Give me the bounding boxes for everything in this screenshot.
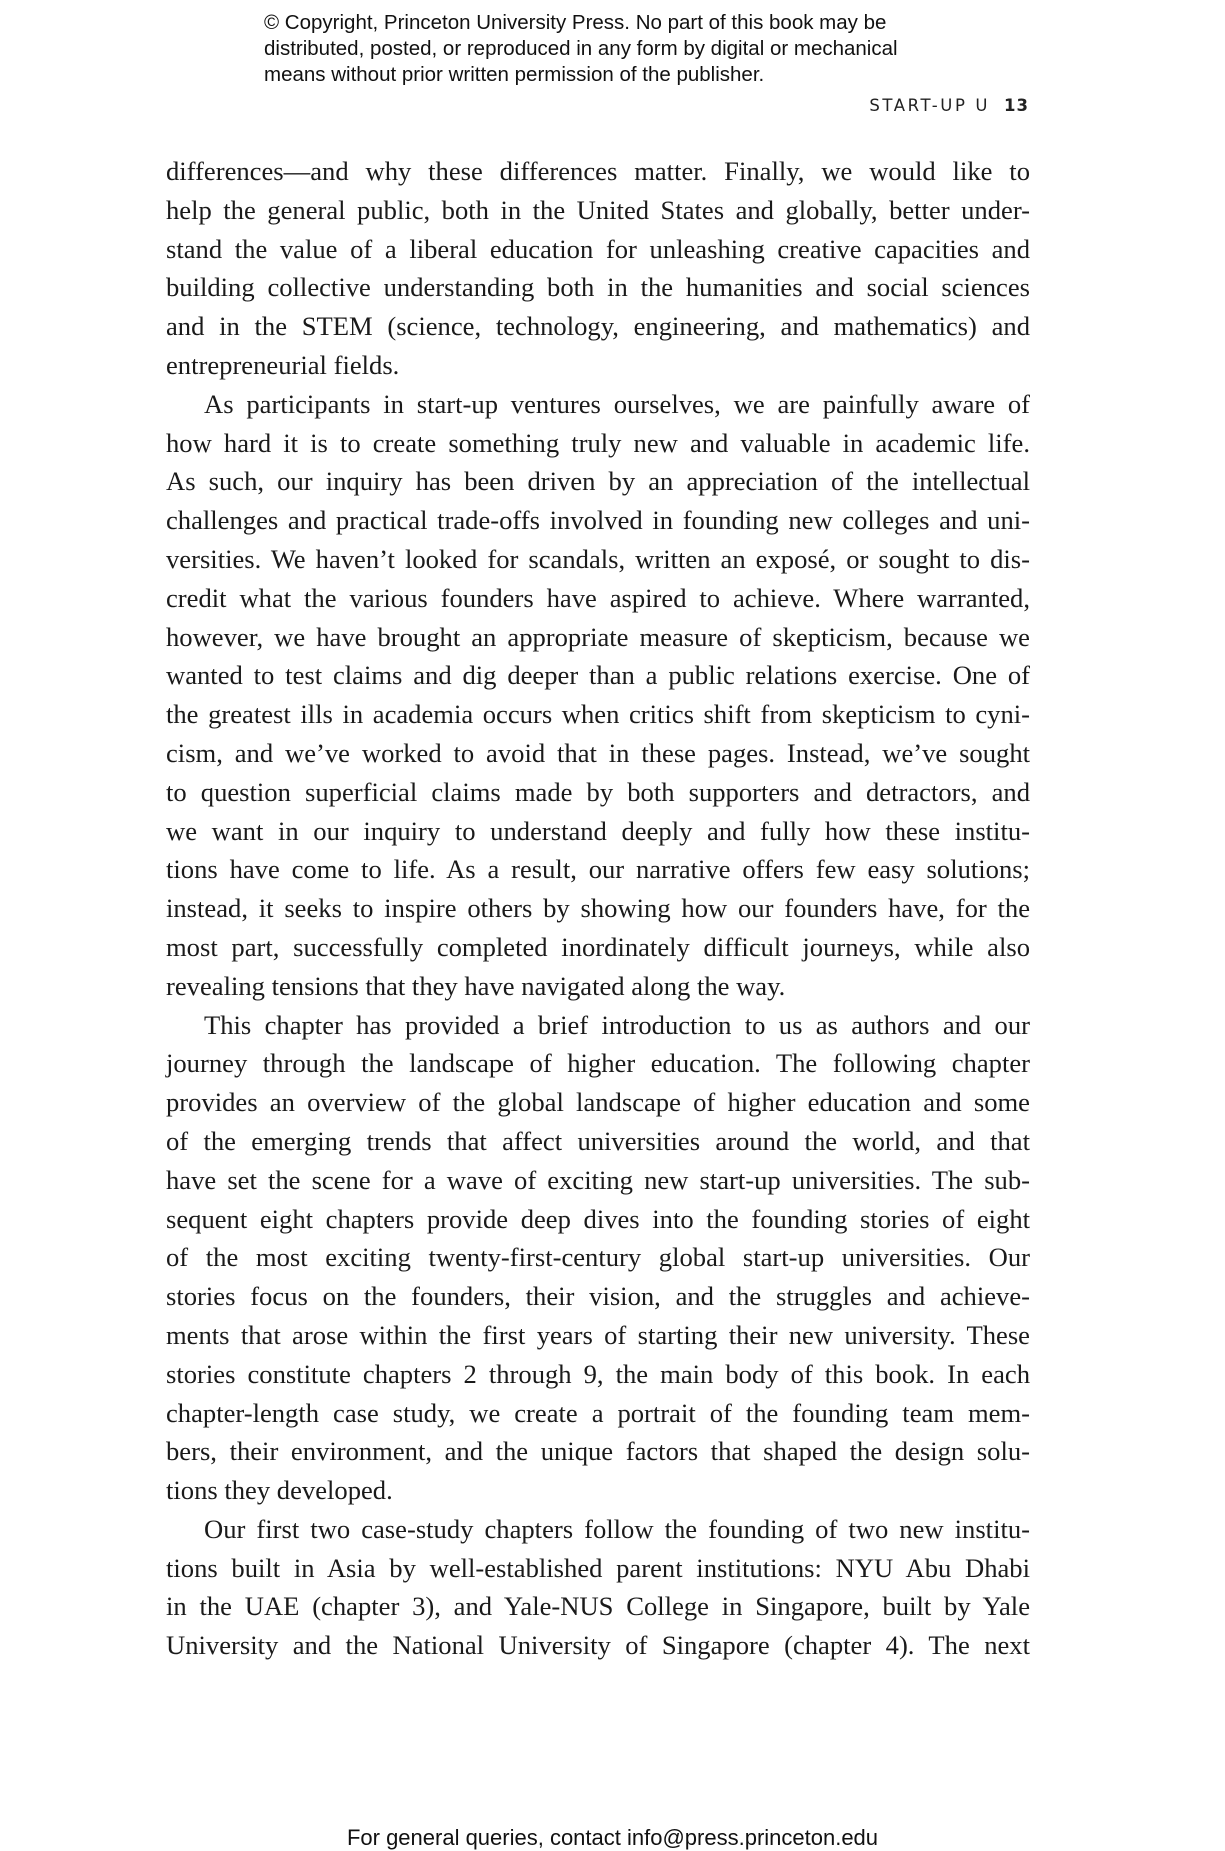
- body-text: [166, 152, 1030, 1665]
- text-line: provides an overview of the global landscape of higher education and some: [166, 1087, 1030, 1118]
- text-line: versities. We haven’t looked for scandals, written an exposé, or sought to dis-: [166, 543, 1030, 574]
- text-line: As such, our inquiry has been driven by an appreciation of the intellectual: [166, 466, 1030, 497]
- text-line: tions they developed.: [166, 1475, 393, 1506]
- paragraph: [166, 1510, 1030, 1665]
- text-line: stories focus on the founders, their vision, and the struggles and achieve-: [166, 1281, 1030, 1312]
- text-line: of the most exciting twenty-first-century global start-up universities. Our: [166, 1242, 1030, 1273]
- text-line: journey through the landscape of higher education. The following chapter: [166, 1048, 1030, 1079]
- text-line: instead, it seeks to inspire others by showing how our founders have, for the: [166, 893, 1030, 924]
- text-line: stand the value of a liberal education for unleashing creative capacities and: [166, 233, 1030, 264]
- text-line: chapter-length case study, we create a portrait of the founding team mem-: [166, 1397, 1030, 1428]
- text-line: building collective understanding both in the humanities and social sciences: [166, 272, 1030, 303]
- text-line: University and the National University of Singapore (chapter 4). The next: [166, 1630, 1030, 1661]
- copyright-line: means without prior written permission of the publisher.: [264, 63, 765, 86]
- running-head: [869, 96, 1029, 115]
- text-line: help the general public, both in the United States and globally, better under-: [166, 194, 1030, 225]
- text-line: challenges and practical trade-offs involved in founding new colleges and uni-: [166, 505, 1030, 536]
- page-number: 13: [1004, 96, 1029, 115]
- text-line: differences—and why these differences matter. Finally, we would like to: [166, 156, 1030, 186]
- text-line: how hard it is to create something truly new and valuable in academic life.: [166, 427, 1030, 458]
- footer-contact: For general queries, contact info@press.princeton.edu: [346, 1825, 879, 1850]
- text-line: bers, their environment, and the unique factors that shaped the design solu-: [166, 1436, 1030, 1467]
- text-line: ments that arose within the first years of starting their new university. These: [166, 1319, 1030, 1350]
- text-line: sequent eight chapters provide deep dives into the founding stories of eight: [166, 1203, 1030, 1234]
- text-line: stories constitute chapters 2 through 9, the main body of this book. In each: [166, 1358, 1030, 1389]
- text-line: credit what the various founders have aspired to achieve. Where warranted,: [166, 582, 1030, 613]
- text-line: wanted to test claims and dig deeper than a public relations exercise. One of: [166, 660, 1030, 691]
- text-line: most part, successfully completed inordinately difficult journeys, while also: [166, 931, 1030, 962]
- copyright-line: distributed, posted, or reproduced in any form by digital or mechanical: [264, 37, 898, 60]
- text-line: of the emerging trends that affect universities around the world, and that: [166, 1125, 1030, 1156]
- running-head-title: START-UP U: [869, 96, 991, 115]
- text-line: have set the scene for a wave of exciting new start-up universities. The sub-: [166, 1164, 1030, 1195]
- copyright-notice: [264, 10, 1024, 88]
- text-line: we want in our inquiry to understand deeply and fully how these institu-: [166, 815, 1030, 846]
- text-line: tions built in Asia by well-established parent institutions: NYU Abu Dhabi: [166, 1552, 1030, 1583]
- text-line: cism, and we’ve worked to avoid that in these pages. Instead, we’ve sought: [166, 737, 1030, 768]
- text-line: As participants in start-up ventures ourselves, we are painfully aware of: [204, 388, 1030, 419]
- text-line: This chapter has provided a brief introduction to us as authors and our: [204, 1009, 1030, 1040]
- paragraph: [166, 1006, 1030, 1510]
- text-line: revealing tensions that they have navigated along the way.: [166, 970, 786, 1001]
- footer: [0, 1825, 1225, 1851]
- text-line: to question superficial claims made by both supporters and detractors, and: [166, 776, 1030, 807]
- copyright-line: © Copyright, Princeton University Press. No part of this book may be: [264, 11, 887, 34]
- text-line: the greatest ills in academia occurs when critics shift from skepticism to cyni-: [166, 699, 1030, 730]
- text-line: Our first two case-study chapters follow the founding of two new institu-: [204, 1513, 1030, 1544]
- text-line: tions have come to life. As a result, our narrative offers few easy solutions;: [166, 854, 1030, 885]
- text-line: and in the STEM (science, technology, engineering, and mathematics) and: [166, 311, 1030, 342]
- paragraph: [166, 152, 1030, 385]
- text-line: in the UAE (chapter 3), and Yale-NUS College in Singapore, built by Yale: [166, 1591, 1030, 1622]
- text-line: however, we have brought an appropriate measure of skepticism, because we: [166, 621, 1030, 652]
- text-line: entrepreneurial fields.: [166, 349, 400, 380]
- paragraph: [166, 385, 1030, 1006]
